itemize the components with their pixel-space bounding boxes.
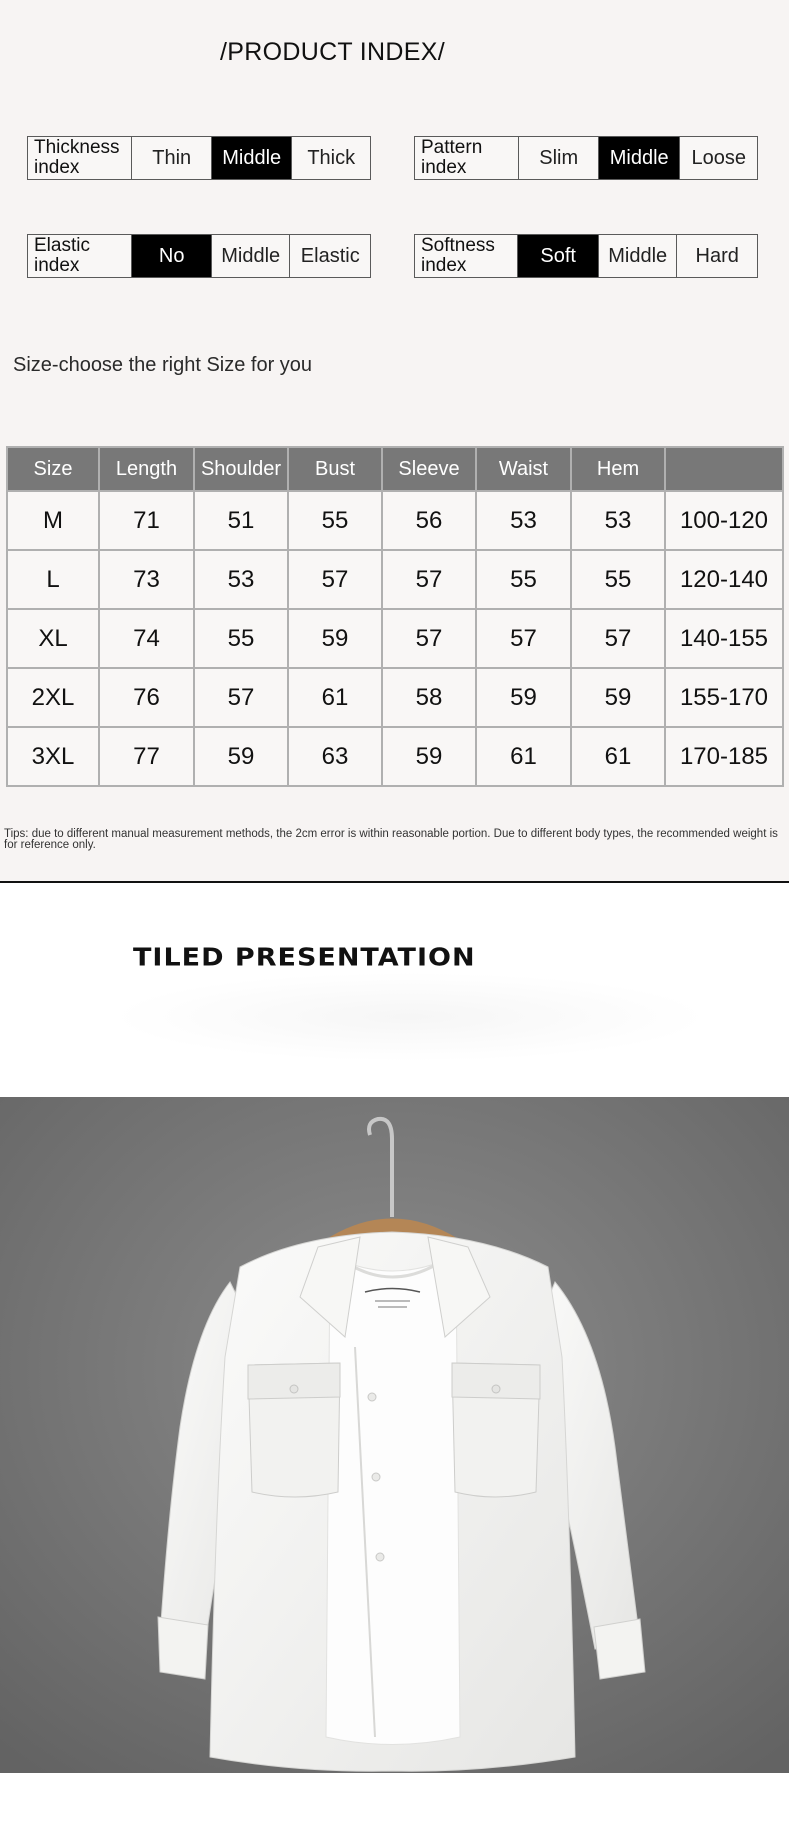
pattern-option-slim: Slim — [519, 137, 599, 179]
elastic-option-no-selected: No — [132, 235, 212, 277]
table-cell: 2XL — [7, 668, 99, 727]
column-header-waist: Waist — [476, 447, 571, 491]
table-cell: L — [7, 550, 99, 609]
table-cell: 74 — [99, 609, 194, 668]
table-cell: 59 — [194, 727, 288, 786]
index-label-line: index — [34, 157, 80, 178]
thickness-index-label — [28, 137, 132, 179]
table-cell: 53 — [194, 550, 288, 609]
table-cell: 76 — [99, 668, 194, 727]
pattern-index-row — [414, 136, 758, 180]
thickness-option-middle-selected: Middle — [212, 137, 293, 179]
table-cell: 59 — [382, 727, 476, 786]
table-cell: 61 — [288, 668, 382, 727]
elastic-index-row — [27, 234, 371, 278]
thickness-index-row — [27, 136, 371, 180]
index-label-line: Elastic — [34, 235, 90, 256]
table-cell: 51 — [194, 491, 288, 550]
table-row — [7, 727, 783, 786]
table-cell: 59 — [288, 609, 382, 668]
index-label-line: Softness — [421, 235, 495, 256]
table-cell: 56 — [382, 491, 476, 550]
table-cell: 170-185 — [665, 727, 783, 786]
presentation-header — [0, 912, 789, 1097]
thickness-option-thick: Thick — [307, 146, 356, 169]
column-header-sleeve: Sleeve — [382, 447, 476, 491]
size-chart-header-row — [7, 447, 783, 491]
table-cell: 155-170 — [665, 668, 783, 727]
index-label-line: index — [421, 157, 467, 178]
table-cell: 59 — [476, 668, 571, 727]
size-chart-tips: Tips: due to different manual measurement methods, the 2cm error is within reasonable portion. Due to different body types, the recommended weight is for reference only. — [4, 828, 778, 851]
softness-option-hard: Hard — [695, 244, 739, 267]
table-row — [7, 491, 783, 550]
size-chart-table — [6, 446, 784, 787]
column-header-weight — [665, 447, 783, 491]
elastic-index-label — [28, 235, 132, 277]
table-cell: 59 — [571, 668, 665, 727]
table-cell: 55 — [476, 550, 571, 609]
softness-option-soft-selected: Soft — [518, 235, 599, 277]
bottom-spacer — [0, 1773, 789, 1842]
column-header-bust: Bust — [288, 447, 382, 491]
table-cell: 57 — [382, 609, 476, 668]
softness-option-middle: Middle — [599, 235, 678, 277]
index-label-line: index — [421, 255, 467, 276]
product-index-title: /PRODUCT INDEX/ — [220, 38, 445, 66]
table-cell: XL — [7, 609, 99, 668]
elastic-option-elastic: Elastic — [300, 244, 360, 267]
table-cell: 57 — [194, 668, 288, 727]
table-cell: 120-140 — [665, 550, 783, 609]
index-label-line: Thickness — [34, 137, 120, 158]
table-cell: 77 — [99, 727, 194, 786]
table-cell: 55 — [288, 491, 382, 550]
product-index-section — [0, 0, 789, 882]
index-label-line: Pattern — [421, 137, 483, 158]
tiled-presentation-title: TILED PRESENTATION — [133, 943, 476, 972]
column-header-length: Length — [99, 447, 194, 491]
table-cell: 55 — [571, 550, 665, 609]
size-chart-heading: Size-choose the right Size for you — [13, 354, 313, 376]
index-label-line: index — [34, 255, 80, 276]
softness-index-label — [415, 235, 518, 277]
thickness-option-thin: Thin — [132, 137, 212, 179]
table-cell: 58 — [382, 668, 476, 727]
elastic-option-middle: Middle — [212, 235, 291, 277]
table-cell: 73 — [99, 550, 194, 609]
section-divider — [0, 881, 789, 883]
table-cell: 57 — [571, 609, 665, 668]
table-row — [7, 609, 783, 668]
shirt-illustration — [0, 1097, 789, 1773]
table-cell: 100-120 — [665, 491, 783, 550]
column-header-size: Size — [7, 447, 99, 491]
table-cell: 55 — [194, 609, 288, 668]
table-cell: 3XL — [7, 727, 99, 786]
softness-index-row — [414, 234, 758, 278]
table-cell: 57 — [288, 550, 382, 609]
table-cell: 53 — [571, 491, 665, 550]
pattern-option-middle-selected: Middle — [599, 137, 681, 179]
pattern-index-label — [415, 137, 519, 179]
table-cell: 61 — [571, 727, 665, 786]
header-glow-decoration — [110, 972, 710, 1062]
table-row — [7, 550, 783, 609]
table-cell: M — [7, 491, 99, 550]
pattern-option-loose: Loose — [691, 146, 746, 169]
table-row — [7, 668, 783, 727]
table-cell: 61 — [476, 727, 571, 786]
table-cell: 71 — [99, 491, 194, 550]
table-cell: 53 — [476, 491, 571, 550]
column-header-hem: Hem — [571, 447, 665, 491]
table-cell: 140-155 — [665, 609, 783, 668]
product-photo-white-shirt — [0, 1097, 789, 1773]
table-cell: 63 — [288, 727, 382, 786]
column-header-shoulder: Shoulder — [194, 447, 288, 491]
table-cell: 57 — [382, 550, 476, 609]
table-cell: 57 — [476, 609, 571, 668]
